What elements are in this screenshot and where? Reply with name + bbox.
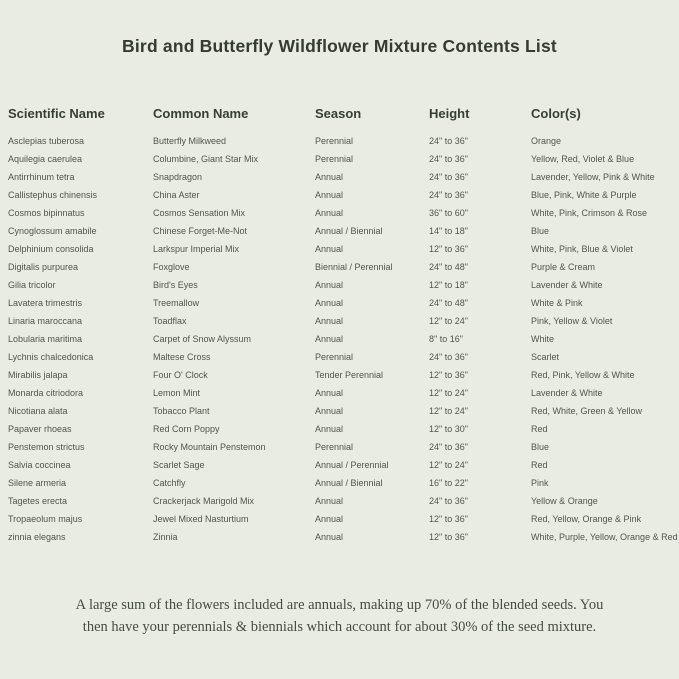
- column-header-common-name: Common Name: [153, 106, 249, 121]
- table-cell: Tagetes erecta: [8, 496, 68, 506]
- table-cell: Cosmos bipinnatus: [8, 208, 85, 218]
- table-row: [8, 150, 671, 168]
- table-cell: Annual: [315, 334, 344, 344]
- table-row: [8, 348, 671, 366]
- table-cell: Yellow, Red, Violet & Blue: [531, 154, 635, 164]
- table-cell: Columbine, Giant Star Mix: [153, 154, 259, 164]
- table-cell: Blue: [531, 442, 550, 452]
- table-cell: 24" to 48": [429, 262, 468, 272]
- footer-note: [0, 594, 679, 638]
- table-row: [8, 168, 671, 186]
- table-cell: 24" to 36": [429, 442, 468, 452]
- table-cell: White & Pink: [531, 298, 583, 308]
- table-row: [8, 492, 671, 510]
- table-cell: Annual: [315, 298, 344, 308]
- table-cell: 24" to 36": [429, 352, 468, 362]
- table-cell: Pink: [531, 478, 549, 488]
- table-cell: 24" to 36": [429, 190, 468, 200]
- table-cell: Antirrhinum tetra: [8, 172, 75, 182]
- table-row: [8, 258, 671, 276]
- table-cell: Lemon Mint: [153, 388, 201, 398]
- table-cell: Larkspur Imperial Mix: [153, 244, 240, 254]
- table-cell: 12" to 18": [429, 280, 468, 290]
- table-cell: Orange: [531, 136, 562, 146]
- table-cell: Butterfly Milkweed: [153, 136, 227, 146]
- table-cell: 36" to 60": [429, 208, 468, 218]
- table-cell: Annual: [315, 514, 344, 524]
- table-cell: Annual: [315, 388, 344, 398]
- table-cell: zinnia elegans: [8, 532, 66, 542]
- table-cell: Gilia tricolor: [8, 280, 56, 290]
- table-row: [8, 294, 671, 312]
- table-cell: Annual: [315, 280, 344, 290]
- table-row: [8, 510, 671, 528]
- table-row: [8, 222, 671, 240]
- table-body: [8, 132, 678, 546]
- table-cell: White, Pink, Blue & Violet: [531, 244, 633, 254]
- table-cell: 12" to 30": [429, 424, 468, 434]
- table-cell: 24" to 36": [429, 154, 468, 164]
- table-cell: Maltese Cross: [153, 352, 211, 362]
- table-cell: Annual: [315, 496, 344, 506]
- table-row: [8, 204, 671, 222]
- table-row: [8, 474, 671, 492]
- table-cell: Perennial: [315, 442, 354, 452]
- footer-note-line2: then have your perennials & biennials which account for about 30% of the seed mixture.: [82, 619, 597, 635]
- table-cell: Carpet of Snow Alyssum: [153, 334, 252, 344]
- table-cell: Crackerjack Marigold Mix: [153, 496, 255, 506]
- table-cell: Papaver rhoeas: [8, 424, 72, 434]
- table-cell: Treemallow: [153, 298, 200, 308]
- table-cell: Salvia coccinea: [8, 460, 71, 470]
- table-row: [8, 186, 671, 204]
- table-cell: Penstemon strictus: [8, 442, 85, 452]
- table-cell: Perennial: [315, 154, 354, 164]
- table-cell: Annual: [315, 190, 344, 200]
- table-cell: Red, Pink, Yellow & White: [531, 370, 635, 380]
- table-row: [8, 420, 671, 438]
- table-row: [8, 132, 671, 150]
- table-cell: Blue, Pink, White & Purple: [531, 190, 637, 200]
- table-row: [8, 366, 671, 384]
- table-cell: 12" to 36": [429, 532, 468, 542]
- table-cell: Tender Perennial: [315, 370, 384, 380]
- table-cell: 24" to 36": [429, 172, 468, 182]
- table-cell: Digitalis purpurea: [8, 262, 79, 272]
- table-cell: Biennial / Perennial: [315, 262, 393, 272]
- table-row: [8, 330, 671, 348]
- column-header-colors: Color(s): [531, 106, 581, 121]
- table-cell: 12" to 36": [429, 370, 468, 380]
- table-cell: Red, White, Green & Yellow: [531, 406, 643, 416]
- table-cell: 12" to 36": [429, 514, 468, 524]
- table-cell: Red, Yellow, Orange & Pink: [531, 514, 642, 524]
- column-header-season: Season: [315, 106, 362, 121]
- table-cell: 24" to 36": [429, 496, 468, 506]
- table-cell: Annual: [315, 406, 344, 416]
- table-cell: Annual: [315, 244, 344, 254]
- table-cell: Tropaeolum majus: [8, 514, 83, 524]
- table-cell: White, Purple, Yellow, Orange & Red: [531, 532, 678, 542]
- table-cell: Mirabilis jalapa: [8, 370, 68, 380]
- table-cell: 24" to 36": [429, 136, 468, 146]
- table-cell: 16" to 22": [429, 478, 468, 488]
- table-cell: Yellow & Orange: [531, 496, 598, 506]
- table-cell: Linaria maroccana: [8, 316, 83, 326]
- table-cell: Red: [531, 460, 548, 470]
- table-cell: Aquilegia caerulea: [8, 154, 83, 164]
- table-row: [8, 312, 671, 330]
- table-cell: Lavender, Yellow, Pink & White: [531, 172, 655, 182]
- table-cell: Annual / Perennial: [315, 460, 389, 470]
- table-cell: Perennial: [315, 352, 354, 362]
- table-cell: Red Corn Poppy: [153, 424, 220, 434]
- table-row: [8, 456, 671, 474]
- table-cell: Tobacco Plant: [153, 406, 210, 416]
- table-cell: 12" to 24": [429, 316, 468, 326]
- table-cell: Jewel Mixed Nasturtium: [153, 514, 249, 524]
- table-cell: Annual: [315, 316, 344, 326]
- table-cell: Scarlet: [531, 352, 560, 362]
- footer-note-line1: A large sum of the flowers included are annuals, making up 70% of the blended seeds. You: [75, 597, 604, 613]
- column-header-scientific-name: Scientific Name: [8, 106, 105, 121]
- table-cell: Lobularia maritima: [8, 334, 83, 344]
- table-cell: Chinese Forget-Me-Not: [153, 226, 248, 236]
- table-cell: Monarda citriodora: [8, 388, 84, 398]
- table-header-row: [8, 104, 671, 124]
- table-cell: Delphinium consolida: [8, 244, 94, 254]
- table-cell: Lavender & White: [531, 280, 603, 290]
- page-title: Bird and Butterfly Wildflower Mixture Contents List: [122, 36, 557, 56]
- table-cell: Bird's Eyes: [153, 280, 198, 290]
- table-row: [8, 402, 671, 420]
- table-cell: Perennial: [315, 136, 354, 146]
- table-cell: Callistephus chinensis: [8, 190, 98, 200]
- table-cell: 12" to 24": [429, 460, 468, 470]
- table-cell: Annual: [315, 424, 344, 434]
- table-cell: China Aster: [153, 190, 200, 200]
- table-cell: Silene armeria: [8, 478, 67, 488]
- table-cell: Cosmos Sensation Mix: [153, 208, 246, 218]
- table-cell: Catchfly: [153, 478, 186, 488]
- table-cell: Red: [531, 424, 548, 434]
- table-cell: Lavender & White: [531, 388, 603, 398]
- table-cell: Zinnia: [153, 532, 178, 542]
- table-cell: Annual / Biennial: [315, 226, 383, 236]
- table-cell: Asclepias tuberosa: [8, 136, 85, 146]
- table-cell: Foxglove: [153, 262, 190, 272]
- table-row: [8, 528, 678, 546]
- table-cell: Cynoglossum amabile: [8, 226, 97, 236]
- table-row: [8, 384, 671, 402]
- column-header-height: Height: [429, 106, 470, 121]
- table-cell: Rocky Mountain Penstemon: [153, 442, 266, 452]
- table-row: [8, 438, 671, 456]
- table-cell: Pink, Yellow & Violet: [531, 316, 613, 326]
- table-cell: 14" to 18": [429, 226, 468, 236]
- table-cell: White: [531, 334, 555, 344]
- table-cell: Blue: [531, 226, 550, 236]
- table-cell: Annual: [315, 208, 344, 218]
- table-cell: White, Pink, Crimson & Rose: [531, 208, 648, 218]
- table-cell: Annual: [315, 172, 344, 182]
- table-cell: 12" to 24": [429, 406, 468, 416]
- table-cell: Annual: [315, 532, 344, 542]
- table-row: [8, 240, 671, 258]
- table-cell: Four O' Clock: [153, 370, 208, 380]
- table-cell: Annual / Biennial: [315, 478, 383, 488]
- table-cell: Snapdragon: [153, 172, 203, 182]
- table-cell: Nicotiana alata: [8, 406, 68, 416]
- table-cell: Lychnis chalcedonica: [8, 352, 94, 362]
- table-cell: Toadflax: [153, 316, 187, 326]
- table-cell: 24" to 48": [429, 298, 468, 308]
- table-cell: Scarlet Sage: [153, 460, 205, 470]
- table-cell: Purple & Cream: [531, 262, 596, 272]
- wildflower-contents-table: [8, 104, 678, 546]
- table-row: [8, 276, 671, 294]
- table-cell: 12" to 24": [429, 388, 468, 398]
- table-cell: Lavatera trimestris: [8, 298, 83, 308]
- table-cell: 8" to 16": [429, 334, 463, 344]
- table-cell: 12" to 36": [429, 244, 468, 254]
